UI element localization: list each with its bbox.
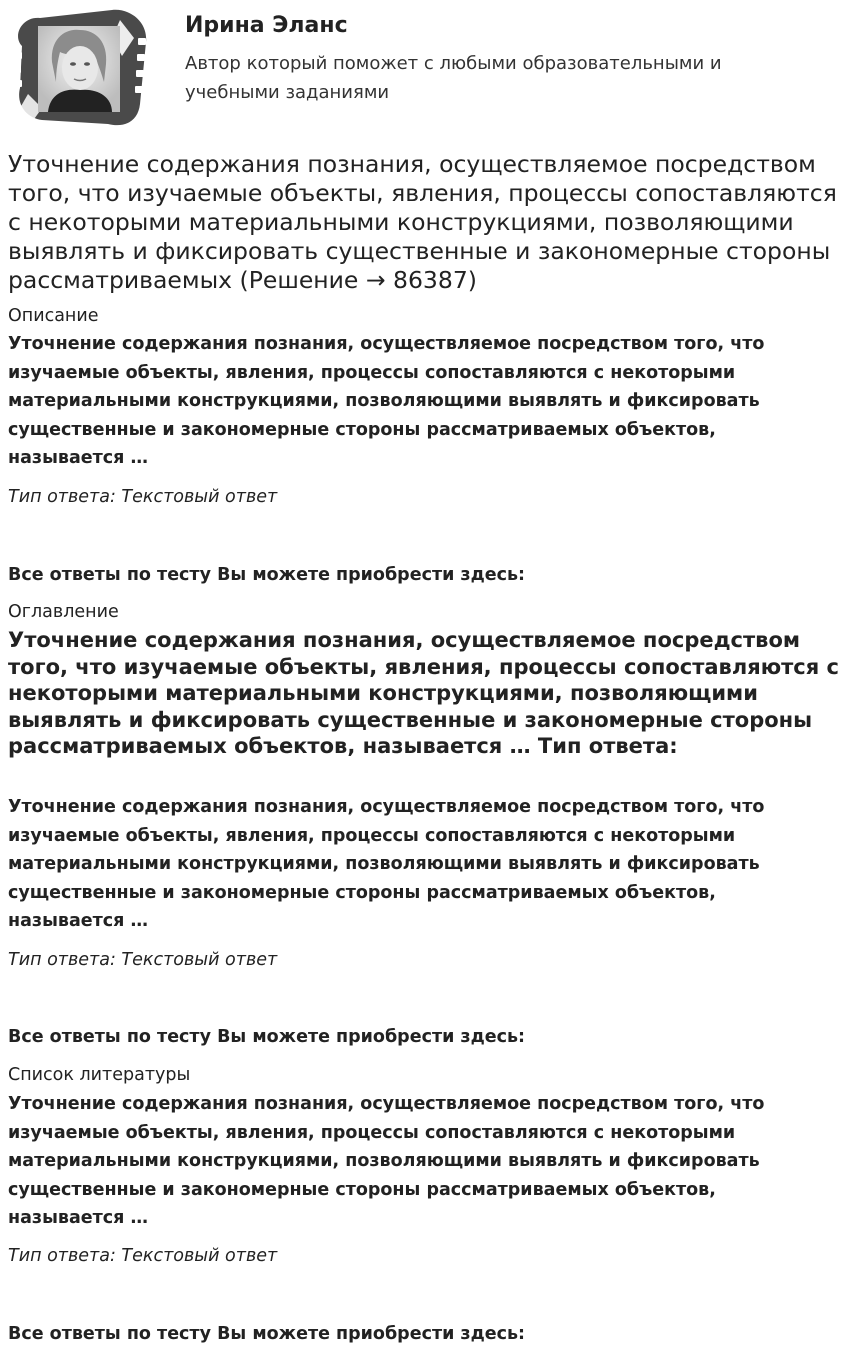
toc-heading: Уточнение содержания познания, осуществляемое посредством того, что изучаемые объекты, явления, процессы сопоставляются с некоторыми материальными конструкциями, позволяющими выявлять и фиксировать существенные и закономерные стороны рассматриваемых объектов, называется … Тип ответа: [8, 628, 839, 759]
toc-answer-type: Тип ответа: Текстовый ответ [8, 950, 278, 970]
literature-label: Список литературы [8, 1065, 191, 1085]
description-question: Уточнение содержания познания, осуществляемое посредством того, что изучаемые объекты, явления, процессы сопоставляются с некоторыми материальными конструкциями, позволяющими выявлять и фиксировать существенные и закономерные стороны рассматриваемых объектов, называется … [8, 334, 765, 469]
description-buy-text: Все ответы по тесту Вы можете приобрести здесь: [8, 565, 526, 585]
author-description: Автор который поможет с любыми образовательными и учебными заданиями [185, 53, 722, 103]
author-card [0, 0, 847, 140]
literature-buy-text: Все ответы по тесту Вы можете приобрести здесь: [8, 1324, 526, 1344]
author-photo-icon[interactable] [8, 8, 150, 128]
description-label: Описание [8, 306, 99, 326]
toc-label: Оглавление [8, 602, 119, 622]
page-title: Уточнение содержания познания, осуществляемое посредством того, что изучаемые объекты, явления, процессы сопоставляются с некоторыми материальными конструкциями, позволяющими выявлять и фиксировать существенные и закономерные стороны рассматриваемых (Решение → 86387) [8, 150, 837, 294]
toc-question: Уточнение содержания познания, осуществляемое посредством того, что изучаемые объекты, явления, процессы сопоставляются с некоторыми материальными конструкциями, позволяющими выявлять и фиксировать существенные и закономерные стороны рассматриваемых объектов, называется … [8, 797, 765, 932]
author-name[interactable]: Ирина Эланс [185, 13, 348, 38]
toc-buy-text: Все ответы по тесту Вы можете приобрести здесь: [8, 1027, 526, 1047]
literature-question: Уточнение содержания познания, осуществляемое посредством того, что изучаемые объекты, явления, процессы сопоставляются с некоторыми материальными конструкциями, позволяющими выявлять и фиксировать существенные и закономерные стороны рассматриваемых объектов, называется … [8, 1094, 765, 1229]
description-answer-type: Тип ответа: Текстовый ответ [8, 487, 278, 507]
literature-answer-type: Тип ответа: Текстовый ответ [8, 1246, 278, 1266]
